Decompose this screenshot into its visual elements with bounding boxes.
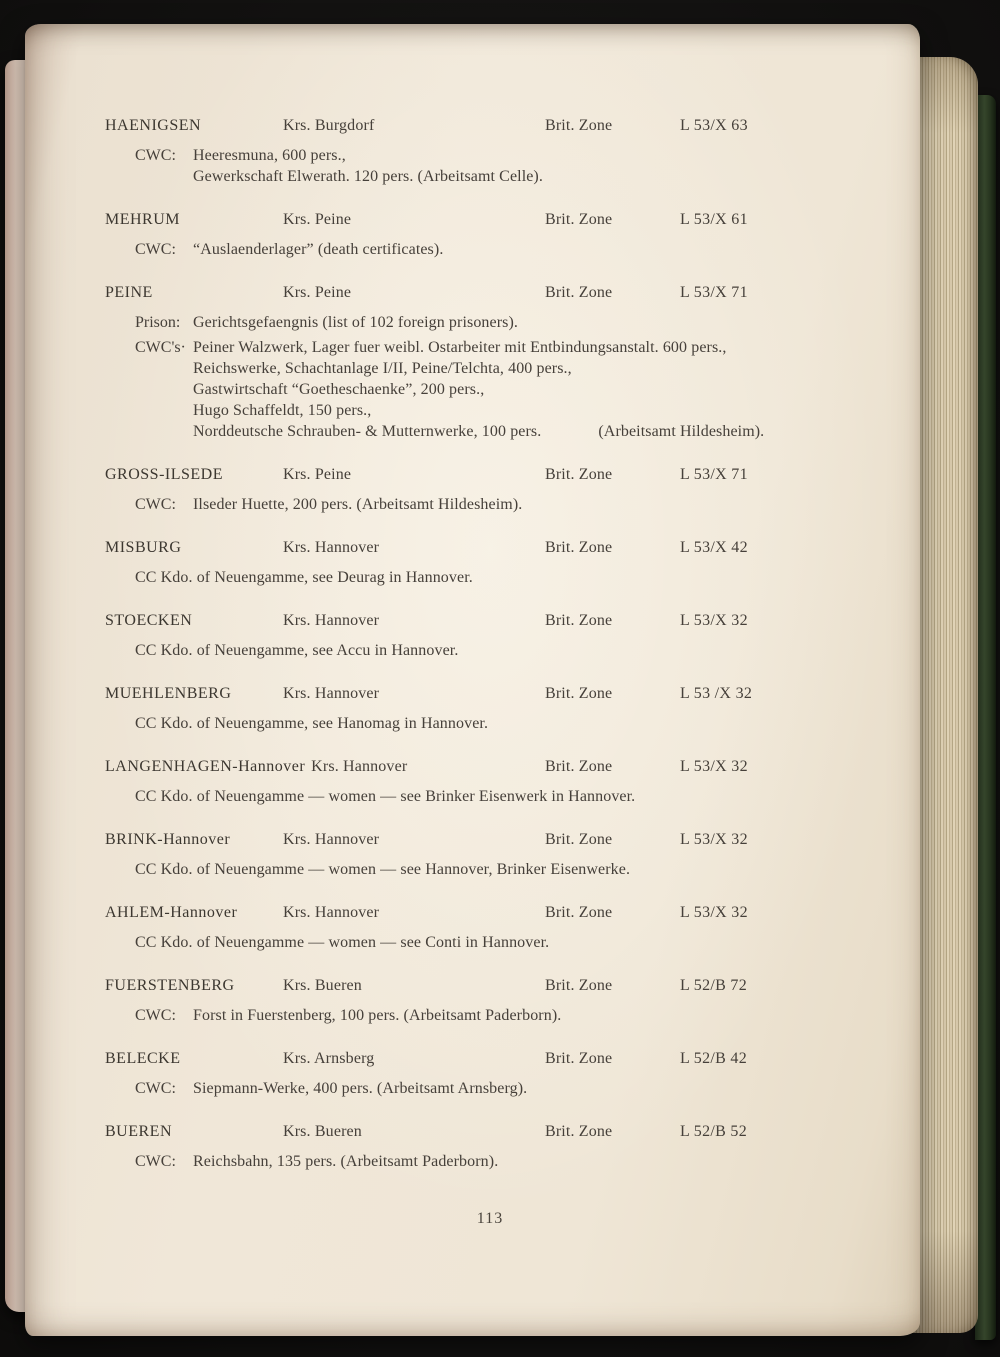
place-name: MUEHLENBERG [105, 685, 232, 702]
entry-head [105, 976, 875, 995]
occupation-zone: Brit. Zone [545, 1050, 613, 1067]
section-label: CWC: [135, 1080, 176, 1097]
grid-code: L 53/X 32 [680, 758, 748, 775]
district: Krs. Hannover [283, 685, 380, 702]
occupation-zone: Brit. Zone [545, 685, 613, 702]
entry [105, 1049, 875, 1099]
camp-section [105, 239, 875, 260]
entry [105, 465, 875, 515]
grid-code: L 52/B 52 [680, 1123, 747, 1140]
detail-line: Reichswerke, Schachtanlage I/II, Peine/Telchta, 400 pers., [193, 360, 572, 377]
occupation-zone: Brit. Zone [545, 539, 613, 556]
place-name: BRINK-Hannover [105, 831, 231, 848]
section-label: CWC: [135, 147, 176, 164]
entry-head [105, 830, 875, 849]
detail-line: Hugo Schaffeldt, 150 pers., [193, 402, 372, 419]
back-cover-edge [975, 95, 996, 1340]
section-label: CWC's· [135, 339, 186, 356]
place-name: STOECKEN [105, 612, 193, 629]
camp-section [105, 1151, 875, 1172]
grid-code: L 52/B 72 [680, 977, 747, 994]
occupation-zone: Brit. Zone [545, 466, 613, 483]
detail-line: CC Kdo. of Neuengamme, see Deurag in Hannover. [135, 569, 473, 586]
place-name: MEHRUM [105, 211, 181, 228]
district: Krs. Peine [283, 466, 352, 483]
detail-line: Peiner Walzwerk, Lager fuer weibl. Ostarbeiter mit Entbindungsanstalt. 600 pers., [193, 339, 727, 356]
district: Krs. Hannover [283, 539, 380, 556]
entry [105, 1122, 875, 1172]
section-label: CWC: [135, 496, 176, 513]
entry-head [105, 465, 875, 484]
grid-code: L 53/X 71 [680, 466, 748, 483]
place-name: PEINE [105, 284, 153, 301]
detail-line: Siepmann-Werke, 400 pers. (Arbeitsamt Arnsberg). [193, 1080, 528, 1097]
place-name: BELECKE [105, 1050, 181, 1067]
detail-line: Heeresmuna, 600 pers., [193, 147, 346, 164]
detail-line: Reichsbahn, 135 pers. (Arbeitsamt Paderborn). [193, 1153, 499, 1170]
district: Krs. Hannover [283, 904, 380, 921]
occupation-zone: Brit. Zone [545, 284, 613, 301]
grid-code: L 53/X 32 [680, 831, 748, 848]
entry [105, 538, 875, 588]
detail-line: Gewerkschaft Elwerath. 120 pers. (Arbeitsamt Celle). [193, 168, 543, 185]
detail-text: Norddeutsche Schrauben- & Mutternwerke, 100 pers. [193, 423, 542, 440]
entry-head [105, 903, 875, 922]
place-name: HAENIGSEN [105, 117, 202, 134]
grid-code: L 53/X 63 [680, 117, 748, 134]
detail-line: CC Kdo. of Neuengamme, see Hanomag in Hannover. [135, 715, 489, 732]
district: Krs. Peine [283, 284, 352, 301]
entry-head [105, 538, 875, 557]
entry-head [105, 210, 875, 229]
detail-line: Gastwirtschaft “Goetheschaenke”, 200 pers., [193, 381, 485, 398]
grid-code: L 52/B 42 [680, 1050, 747, 1067]
detail-line: Ilseder Huette, 200 pers. (Arbeitsamt Hildesheim). [193, 496, 523, 513]
entry-head [105, 283, 875, 302]
district: Krs. Peine [283, 211, 352, 228]
grid-code: L 53/X 71 [680, 284, 748, 301]
entry [105, 283, 875, 442]
district: Krs. Arnsberg [283, 1050, 375, 1067]
section-label: Prison: [135, 314, 181, 331]
detail-line: Forst in Fuerstenberg, 100 pers. (Arbeitsamt Paderborn). [193, 1007, 562, 1024]
entry-list [105, 116, 875, 1195]
entry [105, 116, 875, 187]
detail-line [193, 421, 875, 442]
camp-section [105, 1078, 875, 1099]
occupation-zone: Brit. Zone [545, 117, 613, 134]
entry [105, 757, 875, 807]
entry [105, 210, 875, 260]
grid-code: L 53/X 32 [680, 904, 748, 921]
grid-code: L 53/X 42 [680, 539, 748, 556]
prison-section [105, 312, 875, 333]
occupation-zone: Brit. Zone [545, 758, 613, 775]
section-label: CWC: [135, 1153, 176, 1170]
place-name: LANGENHAGEN-Hannover [105, 758, 306, 775]
camp-section [105, 494, 875, 515]
entry [105, 830, 875, 880]
district: Krs. Hannover [311, 758, 408, 775]
entry [105, 976, 875, 1026]
entry-head [105, 1122, 875, 1141]
district: Krs. Hannover [283, 831, 380, 848]
occupation-zone: Brit. Zone [545, 904, 613, 921]
occupation-zone: Brit. Zone [545, 211, 613, 228]
entry-head [105, 1049, 875, 1068]
section-label: CWC: [135, 1007, 176, 1024]
detail-line: CC Kdo. of Neuengamme, see Accu in Hannover. [135, 642, 459, 659]
occupation-zone: Brit. Zone [545, 977, 613, 994]
place-name: MISBURG [105, 539, 182, 556]
camp-section [105, 145, 875, 187]
occupation-zone: Brit. Zone [545, 1123, 613, 1140]
place-name: AHLEM-Hannover [105, 904, 238, 921]
detail-line: CC Kdo. of Neuengamme — women — see Hannover, Brinker Eisenwerke. [135, 861, 631, 878]
entry-head [105, 757, 875, 776]
detail-line: CC Kdo. of Neuengamme — women — see Conti in Hannover. [135, 934, 550, 951]
page-number: 113 [476, 1210, 504, 1227]
grid-code: L 53/X 61 [680, 211, 748, 228]
place-name: GROSS-ILSEDE [105, 466, 224, 483]
district: Krs. Bueren [283, 1123, 362, 1140]
entry-head [105, 684, 875, 703]
entry [105, 611, 875, 661]
district: Krs. Burgdorf [283, 117, 375, 134]
grid-code: L 53 /X 32 [680, 685, 753, 702]
detail-line: CC Kdo. of Neuengamme — women — see Brinker Eisenwerk in Hannover. [135, 788, 636, 805]
occupation-zone: Brit. Zone [545, 831, 613, 848]
occupation-zone: Brit. Zone [545, 612, 613, 629]
arbeitsamt-note: (Arbeitsamt Hildesheim). [598, 423, 765, 440]
district: Krs. Bueren [283, 977, 362, 994]
entry [105, 903, 875, 953]
book-page [25, 24, 920, 1336]
entry-head [105, 611, 875, 630]
district: Krs. Hannover [283, 612, 380, 629]
entry [105, 684, 875, 734]
grid-code: L 53/X 32 [680, 612, 748, 629]
section-label: CWC: [135, 241, 176, 258]
entry-head [105, 116, 875, 135]
place-name: BUEREN [105, 1123, 172, 1140]
detail-line: Gerichtsgefaengnis (list of 102 foreign prisoners). [193, 314, 519, 331]
place-name: FUERSTENBERG [105, 977, 235, 994]
camp-section [105, 337, 875, 442]
camp-section [105, 1005, 875, 1026]
detail-line: “Auslaenderlager” (death certificates). [193, 241, 444, 258]
